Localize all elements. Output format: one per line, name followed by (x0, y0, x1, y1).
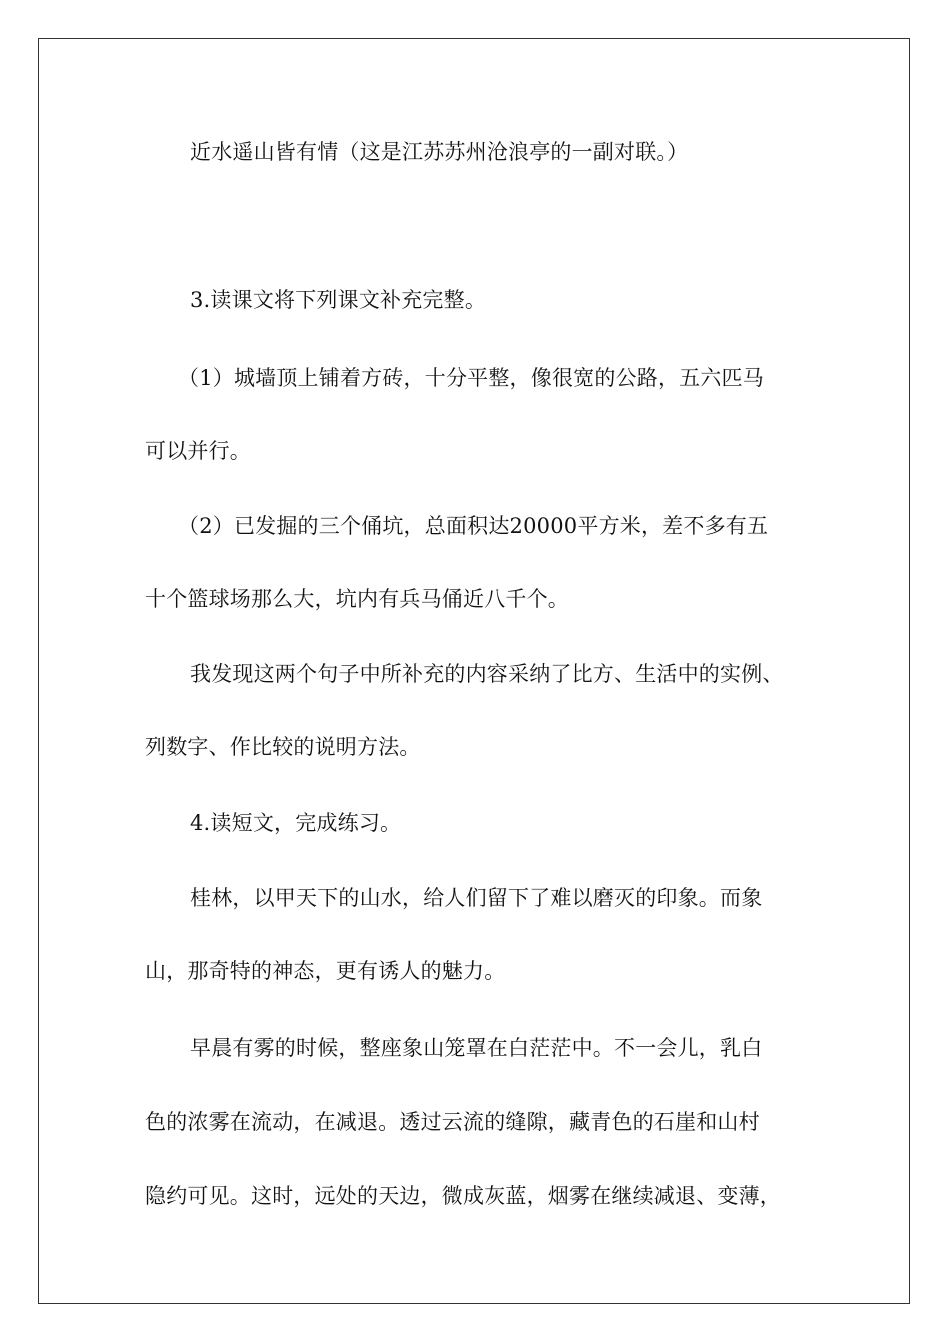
finding-line-2: 列数字、作比较的说明方法。 (145, 735, 421, 759)
question-3-heading: 3.读课文将下列课文补充完整。 (190, 288, 487, 312)
passage-p1-line-1: 桂林，以甲天下的山水，给人们留下了难以磨灭的印象。而象 (190, 886, 763, 910)
question-4-heading: 4.读短文，完成练习。 (190, 811, 402, 835)
couplet-line: 近水遥山皆有情（这是江苏苏州沧浪亭的一副对联。） (190, 140, 689, 164)
sentence-2-line-2: 十个篮球场那么大，坑内有兵马俑近八千个。 (145, 587, 569, 611)
sentence-2-line-1: （2）已发掘的三个俑坑，总面积达20000平方米，差不多有五 (178, 514, 769, 538)
finding-line-1: 我发现这两个句子中所补充的内容采纳了比方、生活中的实例、 (190, 662, 784, 686)
passage-p2-line-2: 色的浓雾在流动，在减退。透过云流的缝隙，藏青色的石崖和山村 (145, 1110, 760, 1134)
passage-p1-line-2: 山，那奇特的神态，更有诱人的魅力。 (145, 959, 506, 983)
sentence-1-line-1: （1）城墙顶上铺着方砖，十分平整，像很宽的公路，五六匹马 (178, 366, 764, 390)
passage-p2-line-3: 隐约可见。这时，远处的天边，微成灰蓝，烟雾在继续减退、变薄， (145, 1184, 781, 1208)
sentence-1-line-2: 可以并行。 (145, 439, 251, 463)
passage-p2-line-1: 早晨有雾的时候，整座象山笼罩在白茫茫中。不一会儿，乳白 (190, 1036, 763, 1060)
